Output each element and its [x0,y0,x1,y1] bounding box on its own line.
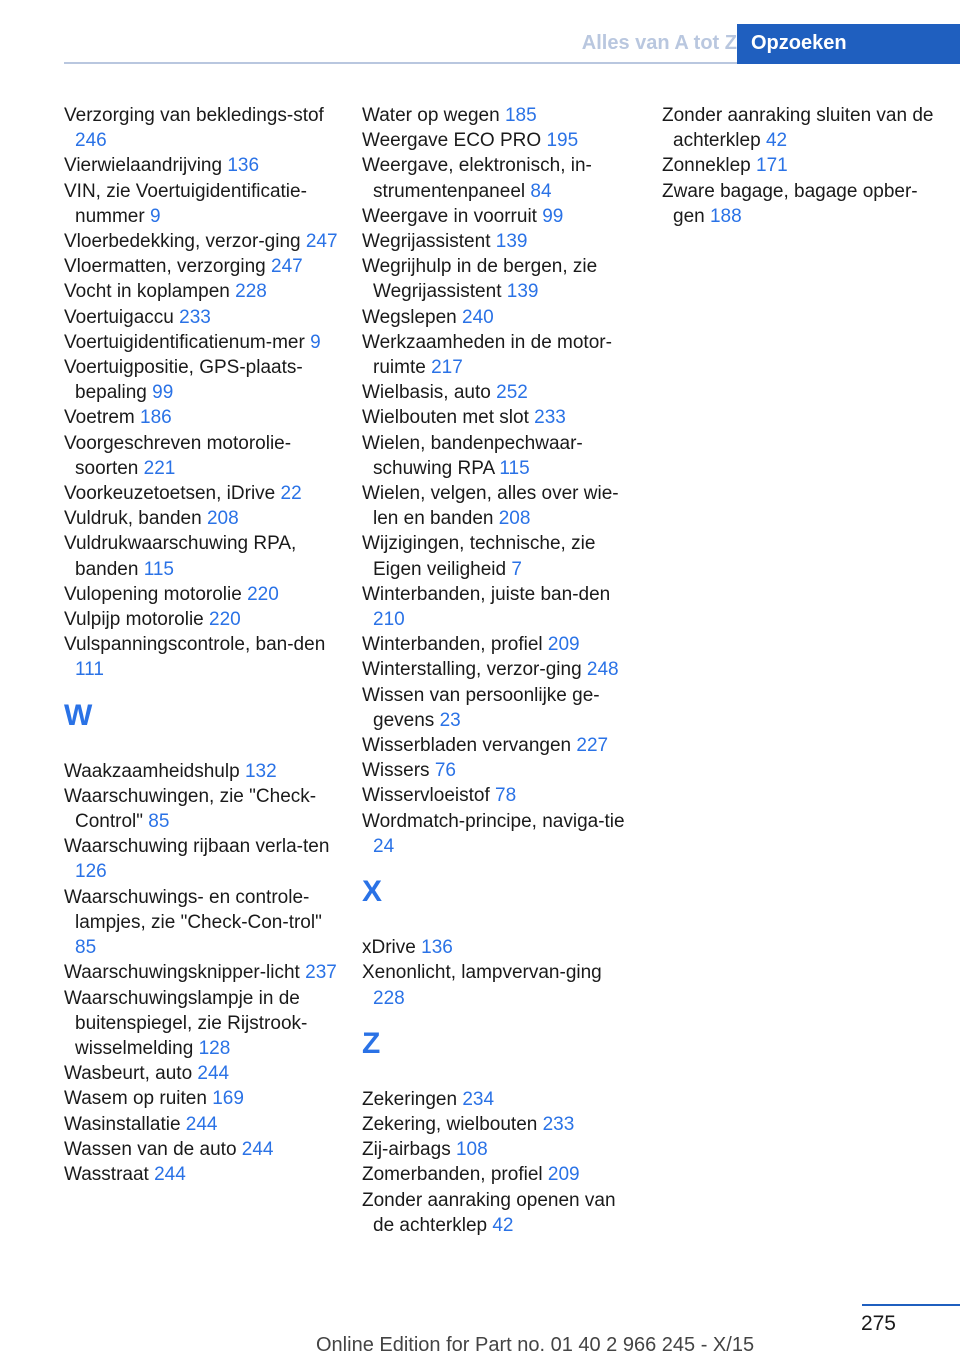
index-entry-term: Waarschuwingslampje in de buitenspiegel, zie Rijstrook-wisselmelding [64,987,308,1059]
page-reference-link[interactable]: 208 [498,508,531,530]
index-entry [362,1137,637,1162]
index-entry [64,784,339,834]
index-entry-term: Waarschuwingsknipper-licht [64,962,300,984]
index-entry-term: Winterbanden, profiel [362,634,543,656]
page-reference-link[interactable]: 233 [542,1113,575,1135]
page-reference-link[interactable]: 208 [206,508,239,530]
page-reference-link[interactable]: 169 [212,1088,244,1110]
index-entry [64,607,339,632]
page-reference-link[interactable]: 9 [149,205,161,227]
index-entry-term: Wielbouten met slot [362,407,529,429]
index-entry [64,986,339,1062]
page-reference-link[interactable]: 244 [197,1063,230,1085]
page-reference-link[interactable]: 221 [143,457,176,479]
index-entry [362,103,637,128]
page-reference-link[interactable]: 244 [241,1138,274,1160]
page-reference-link[interactable]: 252 [496,382,528,404]
index-entry-term: Zware bagage, bagage opber-gen [662,180,918,227]
index-entry [362,431,637,481]
index-entry-term: Vloerbedekking, verzor-ging [64,231,301,253]
index-column-3 [662,103,937,229]
index-entry [64,431,339,481]
index-entry [64,759,339,784]
page-reference-link[interactable]: 23 [439,709,461,731]
index-entry [362,204,637,229]
index-entry [64,279,339,304]
index-entry-term: Wasstraat [64,1163,149,1185]
index-entry [64,1061,339,1086]
index-entry [64,1112,339,1137]
page-reference-link[interactable]: 108 [455,1139,488,1161]
page-reference-link[interactable]: 228 [373,987,405,1009]
index-entry [64,1162,339,1187]
index-entry-term: Wissers [362,760,430,782]
index-entry-term: Wielen, velgen, alles over wie-len en banden [362,483,619,530]
index-entry [362,809,637,859]
index-entry [362,254,637,304]
index-entry-term: Wegrijassistent [362,231,491,253]
index-entry-term: Weergave, elektronisch, in-strumentenpaneel [362,155,592,202]
index-entry-term: Vuldruk, banden [64,508,202,530]
page-reference-link[interactable]: 115 [499,457,530,479]
index-entry [362,733,637,758]
section-letter: W [64,698,93,732]
index-entry [362,531,637,581]
index-entry [362,935,637,960]
index-entry [362,632,637,657]
index-entry-term: Wasbeurt, auto [64,1063,193,1085]
page-reference-link[interactable]: 99 [152,382,174,404]
page-reference-link[interactable]: 128 [198,1037,231,1059]
page-reference-link[interactable]: 233 [534,407,566,429]
page-reference-link[interactable]: 209 [547,1164,580,1186]
page-reference-link[interactable]: 99 [542,205,564,227]
page-reference-link[interactable]: 240 [462,306,494,328]
page-reference-link[interactable]: 246 [75,130,107,152]
index-entry [362,380,637,405]
page-reference-link[interactable]: 76 [434,760,456,782]
index-entry-term: xDrive [362,937,416,959]
index-entry-term: Voorkeuzetoetsen, iDrive [64,483,276,505]
index-entry-term: Zekering, wielbouten [362,1113,538,1135]
index-entry-term: Vuldrukwaarschuwing RPA, banden [64,533,297,580]
index-entry [64,153,339,178]
page-reference-link[interactable]: 136 [421,937,453,959]
page-reference-link[interactable]: 42 [492,1214,514,1236]
index-entry-term: Voorgeschreven motorolie-soorten [64,432,292,479]
page-reference-link[interactable]: 185 [504,105,537,126]
page-reference-link[interactable]: 209 [547,634,580,656]
index-entry [362,1162,637,1187]
index-entry-term: Vulopening motorolie [64,583,242,605]
page-reference-link[interactable]: 115 [143,558,174,580]
index-entry [64,885,339,961]
index-entry-term: Zonder aanraking openen van de achterklep [362,1189,616,1236]
footer-edition: Online Edition for Part no. 01 40 2 966 245 - X/15 [316,1334,755,1356]
page-reference-link[interactable]: 195 [546,130,579,152]
index-entry-term: Vloermatten, verzorging [64,256,266,278]
page-reference-link[interactable]: 22 [280,483,302,505]
index-entry [362,305,637,330]
index-entry [64,531,339,581]
index-entry-term: Vierwielaandrijving [64,155,223,177]
index-entry-term: Wassen van de auto [64,1138,237,1160]
page-reference-link[interactable]: 7 [511,558,522,580]
index-entry [64,582,339,607]
page-reference-link[interactable]: 228 [235,281,267,303]
page-number: 275 [860,1312,896,1335]
index-entry-term: Waarschuwings- en controle-lampjes, zie "Check-Con-trol" [64,886,322,933]
page-reference-link[interactable]: 237 [305,962,337,984]
index-column-2 [362,103,637,1238]
index-entry-term: Winterstalling, verzor-ging [362,659,582,681]
index-entry [362,783,637,808]
page-reference-link[interactable]: 244 [185,1113,218,1135]
index-entry-term: Water op wegen [362,105,500,126]
index-entry-term: Zomerbanden, profiel [362,1164,543,1186]
page-reference-link[interactable]: 244 [154,1163,186,1185]
index-entry-term: Vulpijp motorolie [64,609,204,631]
index-entry-term: Voetrem [64,407,135,429]
index-entry-term: Wegslepen [362,306,457,328]
page-reference-link[interactable]: 247 [271,256,303,278]
index-entry [64,254,339,279]
index-entry [362,405,637,430]
index-entry [662,179,937,229]
index-entry [64,1086,339,1111]
index-entry-term: Werkzaamheden in de motor-ruimte [362,331,612,379]
index-entry [64,229,339,254]
index-entry [64,355,339,405]
index-entry [64,330,339,355]
page-reference-link[interactable]: 24 [373,835,395,857]
index-entry-term: Verzorging van bekledings-stof [64,105,324,126]
index-entry-term: Wordmatch-principe, naviga-tie [362,810,625,832]
page-reference-link[interactable]: 171 [756,155,788,177]
page-reference-link[interactable]: 233 [179,306,211,328]
page-reference-link[interactable]: 186 [140,407,172,429]
page-reference-link[interactable]: 9 [310,331,321,353]
index-entry-term: Wielbasis, auto [362,382,491,404]
index-entry [362,960,637,1010]
index-entry [64,103,339,153]
index-entry-term: Winterbanden, juiste ban-den [362,583,611,605]
index-entry-term: Voertuigidentificatienum-mer [64,331,305,353]
page-reference-link[interactable]: 42 [765,130,788,152]
page-reference-link[interactable]: 227 [576,735,609,757]
page-reference-link[interactable]: 217 [431,357,463,379]
index-entry-term: Wasinstallatie [64,1113,181,1135]
section-letter: X [362,875,383,909]
index-entry [362,758,637,783]
index-entry [362,153,637,203]
index-entry-term: Wielen, bandenpechwaar-schuwing RPA [362,432,583,479]
index-entry [64,960,339,985]
index-entry-term: Wasem op ruiten [64,1088,207,1110]
index-entry-term: Wisservloeistof [362,785,490,807]
active-tab[interactable]: Opzoeken [737,24,960,64]
index-entry-term: Wissen van persoonlijke ge-gevens [362,684,600,731]
section-tab[interactable]: Alles van A tot Z [581,32,737,54]
index-entry [662,153,937,178]
page-reference-link[interactable]: 111 [75,659,104,681]
index-entry-term: Wegrijhulp in de bergen, zie Wegrijassistent [362,256,598,303]
index-entry [362,128,637,153]
index-entry [662,103,937,153]
index-entry-term: Zekeringen [362,1088,458,1110]
page-reference-link[interactable]: 210 [373,609,405,631]
index-entry-term: Voertuigaccu [64,306,174,328]
index-entry [362,330,637,380]
index-entry [64,305,339,330]
index-entry-term: Wisserbladen vervangen [362,735,572,757]
index-entry [362,1112,637,1137]
index-entry [64,481,339,506]
page-reference-link[interactable]: 248 [586,659,619,681]
index-entry [64,1137,339,1162]
page-reference-link[interactable]: 126 [75,861,107,883]
index-entry [64,834,339,884]
index-entry [64,506,339,531]
page-reference-link[interactable]: 84 [530,180,552,202]
index-entry-term: Vocht in koplampen [64,281,230,303]
page-number-rule [862,1304,960,1306]
index-entry-term: Weergave in voorruit [362,205,537,227]
index-entry [64,405,339,430]
index-entry-term: Xenonlicht, lampvervan-ging [362,962,602,984]
page-reference-link[interactable]: 85 [75,937,97,959]
index-entry-term: Weergave ECO PRO [362,130,542,152]
page-reference-link[interactable]: 247 [305,231,338,253]
index-column-1 [64,103,339,1187]
index-entry-term: Zonneklep [662,155,751,177]
index-entry [64,179,339,229]
index-entry [362,657,637,682]
index-entry [64,632,339,682]
index-entry-term: Waarschuwingen, zie "Check-Control" [64,785,317,833]
page-reference-link[interactable]: 85 [148,811,170,833]
index-entry [362,229,637,254]
page-reference-link[interactable]: 139 [495,231,528,253]
index-entry-term: Waakzaamheidshulp [64,760,240,782]
page-reference-link[interactable]: 188 [709,205,742,227]
index-entry [362,683,637,733]
index-entry-term: Waarschuwing rijbaan verla-ten [64,836,330,858]
page-reference-link[interactable]: 132 [244,760,277,782]
index-entry-term: Voertuigpositie, GPS-plaats-bepaling [64,357,303,404]
page-reference-link[interactable]: 136 [227,155,260,177]
page-reference-link[interactable]: 234 [462,1088,495,1110]
page-reference-link[interactable]: 220 [247,583,279,605]
index-entry-term: Wijzigingen, technische, zie Eigen veiligheid [362,533,596,580]
index-entry [362,582,637,632]
page-reference-link[interactable]: 220 [209,609,241,631]
index-entry-term: VIN, zie Voertuigidentificatie-nummer [64,180,307,227]
page-reference-link[interactable]: 139 [506,281,539,303]
index-entry-term: Zonder aanraking sluiten van de achterklep [662,105,934,152]
page-reference-link[interactable]: 78 [495,785,517,807]
index-entry-term: Zij-airbags [362,1139,451,1161]
section-letter: Z [362,1026,381,1060]
index-entry-term: Vulspanningscontrole, ban-den [64,634,326,656]
index-entry [362,1188,637,1238]
index-entry [362,1087,637,1112]
index-entry [362,481,637,531]
